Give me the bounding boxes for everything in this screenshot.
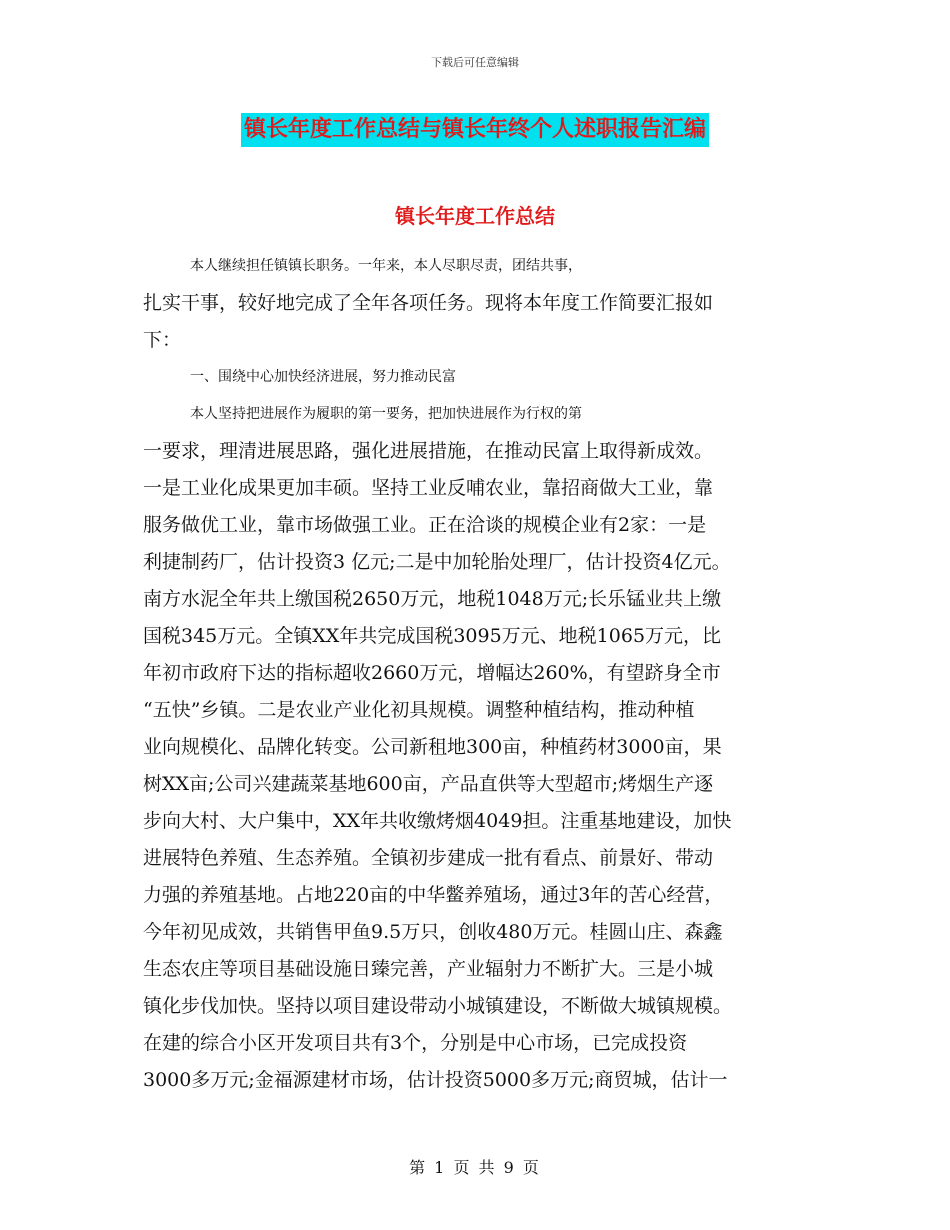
section-title: 镇长年度工作总结 <box>395 204 555 228</box>
header-note: 下载后可任意编辑 <box>431 56 519 69</box>
body-line: 业向规模化、品牌化转变。公司新租地300亩，种植药材3000亩，果 <box>143 736 722 758</box>
body-line: 在建的综合小区开发项目共有3个，分别是中心市场，已完成投资 <box>143 1032 688 1054</box>
document-title-text: 镇长年度工作总结与镇长年终个人述职报告汇编 <box>241 113 709 147</box>
body-line: 一要求，理清进展思路，强化进展措施，在推动民富上取得新成效。 <box>143 440 714 462</box>
body-line: 镇化步伐加快。坚持以项目建设带动小城镇建设，不断做大城镇规模。 <box>143 995 733 1017</box>
body-line: 步向大村、大户集中，XX年共收缴烤烟4049担。注重基地建设，加快 <box>143 810 732 832</box>
body-line: 今年初见成效，共销售甲鱼9.5万只，创收480万元。桂圆山庄、森鑫 <box>143 921 723 943</box>
body-line: 生态农庄等项目基础设施日臻完善，产业辐射力不断扩大。三是小城 <box>143 958 714 980</box>
page-footer: 第 1 页 共 9 页 <box>409 1158 541 1177</box>
body-line: 服务做优工业，靠市场做强工业。正在洽谈的规模企业有2家：一是 <box>143 514 707 536</box>
body-line: 下： <box>143 329 182 351</box>
body-line: 扎实干事，较好地完成了全年各项任务。现将本年度工作简要汇报如 <box>143 292 714 314</box>
body-line: 力强的养殖基地。占地220亩的中华鳖养殖场，通过3年的苦心经营， <box>143 884 724 906</box>
body-line: 一、围绕中心加快经济进展，努力推动民富 <box>190 369 456 385</box>
body-line: 年初市政府下达的指标超收2660万元，增幅达260%，有望跻身全市 <box>143 662 721 684</box>
body-line: 树XX亩;公司兴建蔬菜基地600亩，产品直供等大型超市;烤烟生产逐 <box>143 773 714 795</box>
body-line: 3000多万元;金福源建材市场，估计投资5000多万元;商贸城，估计一 <box>143 1069 728 1091</box>
body-line: 利捷制药厂，估计投资3 亿元;二是中加轮胎处理厂，估计投资4亿元。 <box>143 551 731 573</box>
body-line: 进展特色养殖、生态养殖。全镇初步建成一批有看点、前景好、带动 <box>143 847 714 869</box>
body-line: 国税345万元。全镇XX年共完成国税3095万元、地税1065万元，比 <box>143 625 722 647</box>
body-line: “五快”乡镇。二是农业产业化初具规模。调整种植结构，推动种植 <box>143 699 695 721</box>
body-line: 本人坚持把进展作为履职的第一要务，把加快进展作为行权的第 <box>190 406 582 422</box>
body-line: 一是工业化成果更加丰硕。坚持工业反哺农业，靠招商做大工业，靠 <box>143 477 714 499</box>
body-line: 本人继续担任镇镇长职务。一年来，本人尽职尽责，团结共事， <box>190 258 582 274</box>
body-line: 南方水泥全年共上缴国税2650万元，地税1048万元;长乐锰业共上缴 <box>143 588 722 610</box>
document-title <box>0 113 950 147</box>
